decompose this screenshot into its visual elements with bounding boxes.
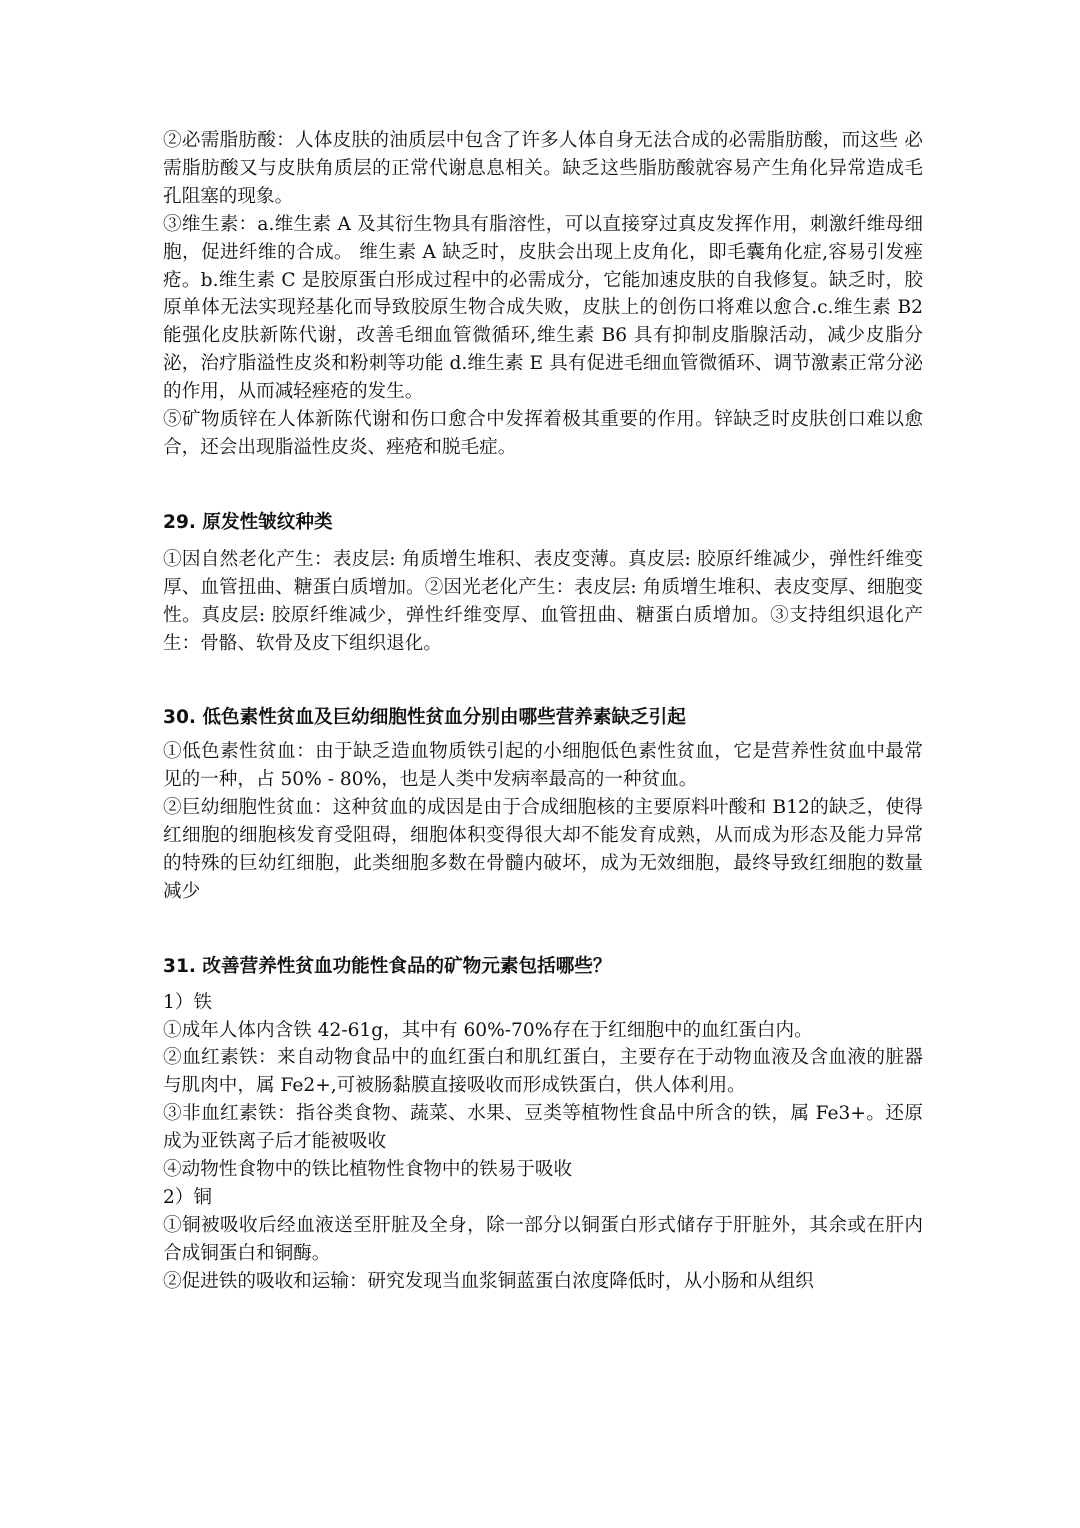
section-title-30: 30. 低色素性贫血及巨幼细胞性贫血分别由哪些营养素缺乏引起 [163, 707, 686, 729]
section-title-31: 31. 改善营养性贫血功能性食品的矿物元素包括哪些？ [163, 955, 612, 977]
paragraph-megaloblastic-anemia: ②巨幼细胞性贫血：这种贫血的成因是由于合成细胞核的主要原料叶酸和 B12的缺乏，使得红细胞的细胞核发育受阻碍，细胞体积变得很大却不能发育成熟，从而成为形态及能力异常的特殊的巨幼红细胞，此类细胞多数在骨髓内破坏，成为无效细胞，最终导致红细胞的数量减少 [163, 797, 923, 902]
section-29 [163, 509, 923, 658]
subheading-iron: 1）铁 [163, 991, 213, 1013]
paragraph-non-heme-iron: ③非血红素铁：指谷类食物、蔬菜、水果、豆类等植物性食品中所含的铁，属 Fe3+。还原成为亚铁离子后才能被吸收 [163, 1103, 923, 1153]
section-31 [163, 953, 923, 1296]
section-title-29: 29. 原发性皱纹种类 [163, 511, 333, 533]
paragraph-copper-transport: ①铜被吸收后经血液送至肝脏及全身，除一部分以铜蛋白形式储存于肝脏外，其余或在肝内合成铜蛋白和铜酶。 [163, 1214, 923, 1264]
paragraph-vitamins: ③维生素：a.维生素 A 及其衍生物具有脂溶性，可以直接穿过真皮发挥作用，刺激纤维母细胞，促进纤维的合成。 维生素 A 缺乏时，皮肤会出现上皮角化，即毛囊角化症,容易引发痤疮。b.维生素 C 是胶原蛋白形成过程中的必需成分，它能加速皮肤的自我修复。缺乏时，胶原单体无法实现羟基化而导致胶原生物合成失败，皮肤上的创伤口将难以愈合.c.维生素 B2 能强化皮肤新陈代谢，改善毛细血管微循环,维生素 B6 具有抑制皮脂腺活动，减少皮脂分泌，治疗脂溢性皮炎和粉刺等功能 d.维生素 E 具有促进毛细血管微循环、调节激素正常分泌的作用，从而减轻痤疮的发生。 [163, 213, 923, 403]
paragraph-wrinkle-types: ①因自然老化产生：表皮层: 角质增生堆积、表皮变薄。真皮层: 胶原纤维减少，弹性纤维变厚、血管扭曲、糖蛋白质增加。②因光老化产生：表皮层: 角质增生堆积、表皮变厚、细胞变性。真皮层: 胶原纤维减少，弹性纤维变厚、血管扭曲、糖蛋白质增加。③支持组织退化产生：骨骼、软骨及皮下组织退化。 [163, 548, 923, 654]
paragraph-essential-fatty-acids: ②必需脂肪酸：人体皮肤的油质层中包含了许多人体自身无法合成的必需脂肪酸，而这些 必需脂肪酸又与皮肤角质层的正常代谢息息相关。缺乏这些脂肪酸就容易产生角化异常造成毛孔阻塞的现象。 [163, 130, 923, 207]
paragraph-zinc: ⑤矿物质锌在人体新陈代谢和伤口愈合中发挥着极其重要的作用。锌缺乏时皮肤创口难以愈合，还会出现脂溢性皮炎、痤疮和脱毛症。 [163, 409, 923, 458]
paragraph-iron-content: ①成年人体内含铁 42-61g，其中有 60%-70%存在于红细胞中的血红蛋白内。 [163, 1019, 813, 1041]
paragraph-heme-iron: ②血红素铁：来自动物食品中的血红蛋白和肌红蛋白，主要存在于动物血液及含血液的脏器与肌肉中，属 Fe2+,可被肠黏膜直接吸收而形成铁蛋白，供人体利用。 [163, 1047, 923, 1097]
paragraph-hypochromic-anemia: ①低色素性贫血：由于缺乏造血物质铁引起的小细胞低色素性贫血，它是营养性贫血中最常见的一种，占 50% - 80%，也是人类中发病率最高的一种贫血。 [163, 741, 923, 791]
paragraph-copper-iron-absorption: ②促进铁的吸收和运输：研究发现当血浆铜蓝蛋白浓度降低时，从小肠和从组织 [163, 1270, 814, 1292]
section-30 [163, 704, 923, 905]
subheading-copper: 2）铜 [163, 1187, 213, 1208]
document-page [163, 127, 923, 1296]
intro-section [163, 127, 923, 462]
paragraph-iron-absorption: ④动物性食物中的铁比植物性食物中的铁易于吸收 [163, 1159, 573, 1181]
